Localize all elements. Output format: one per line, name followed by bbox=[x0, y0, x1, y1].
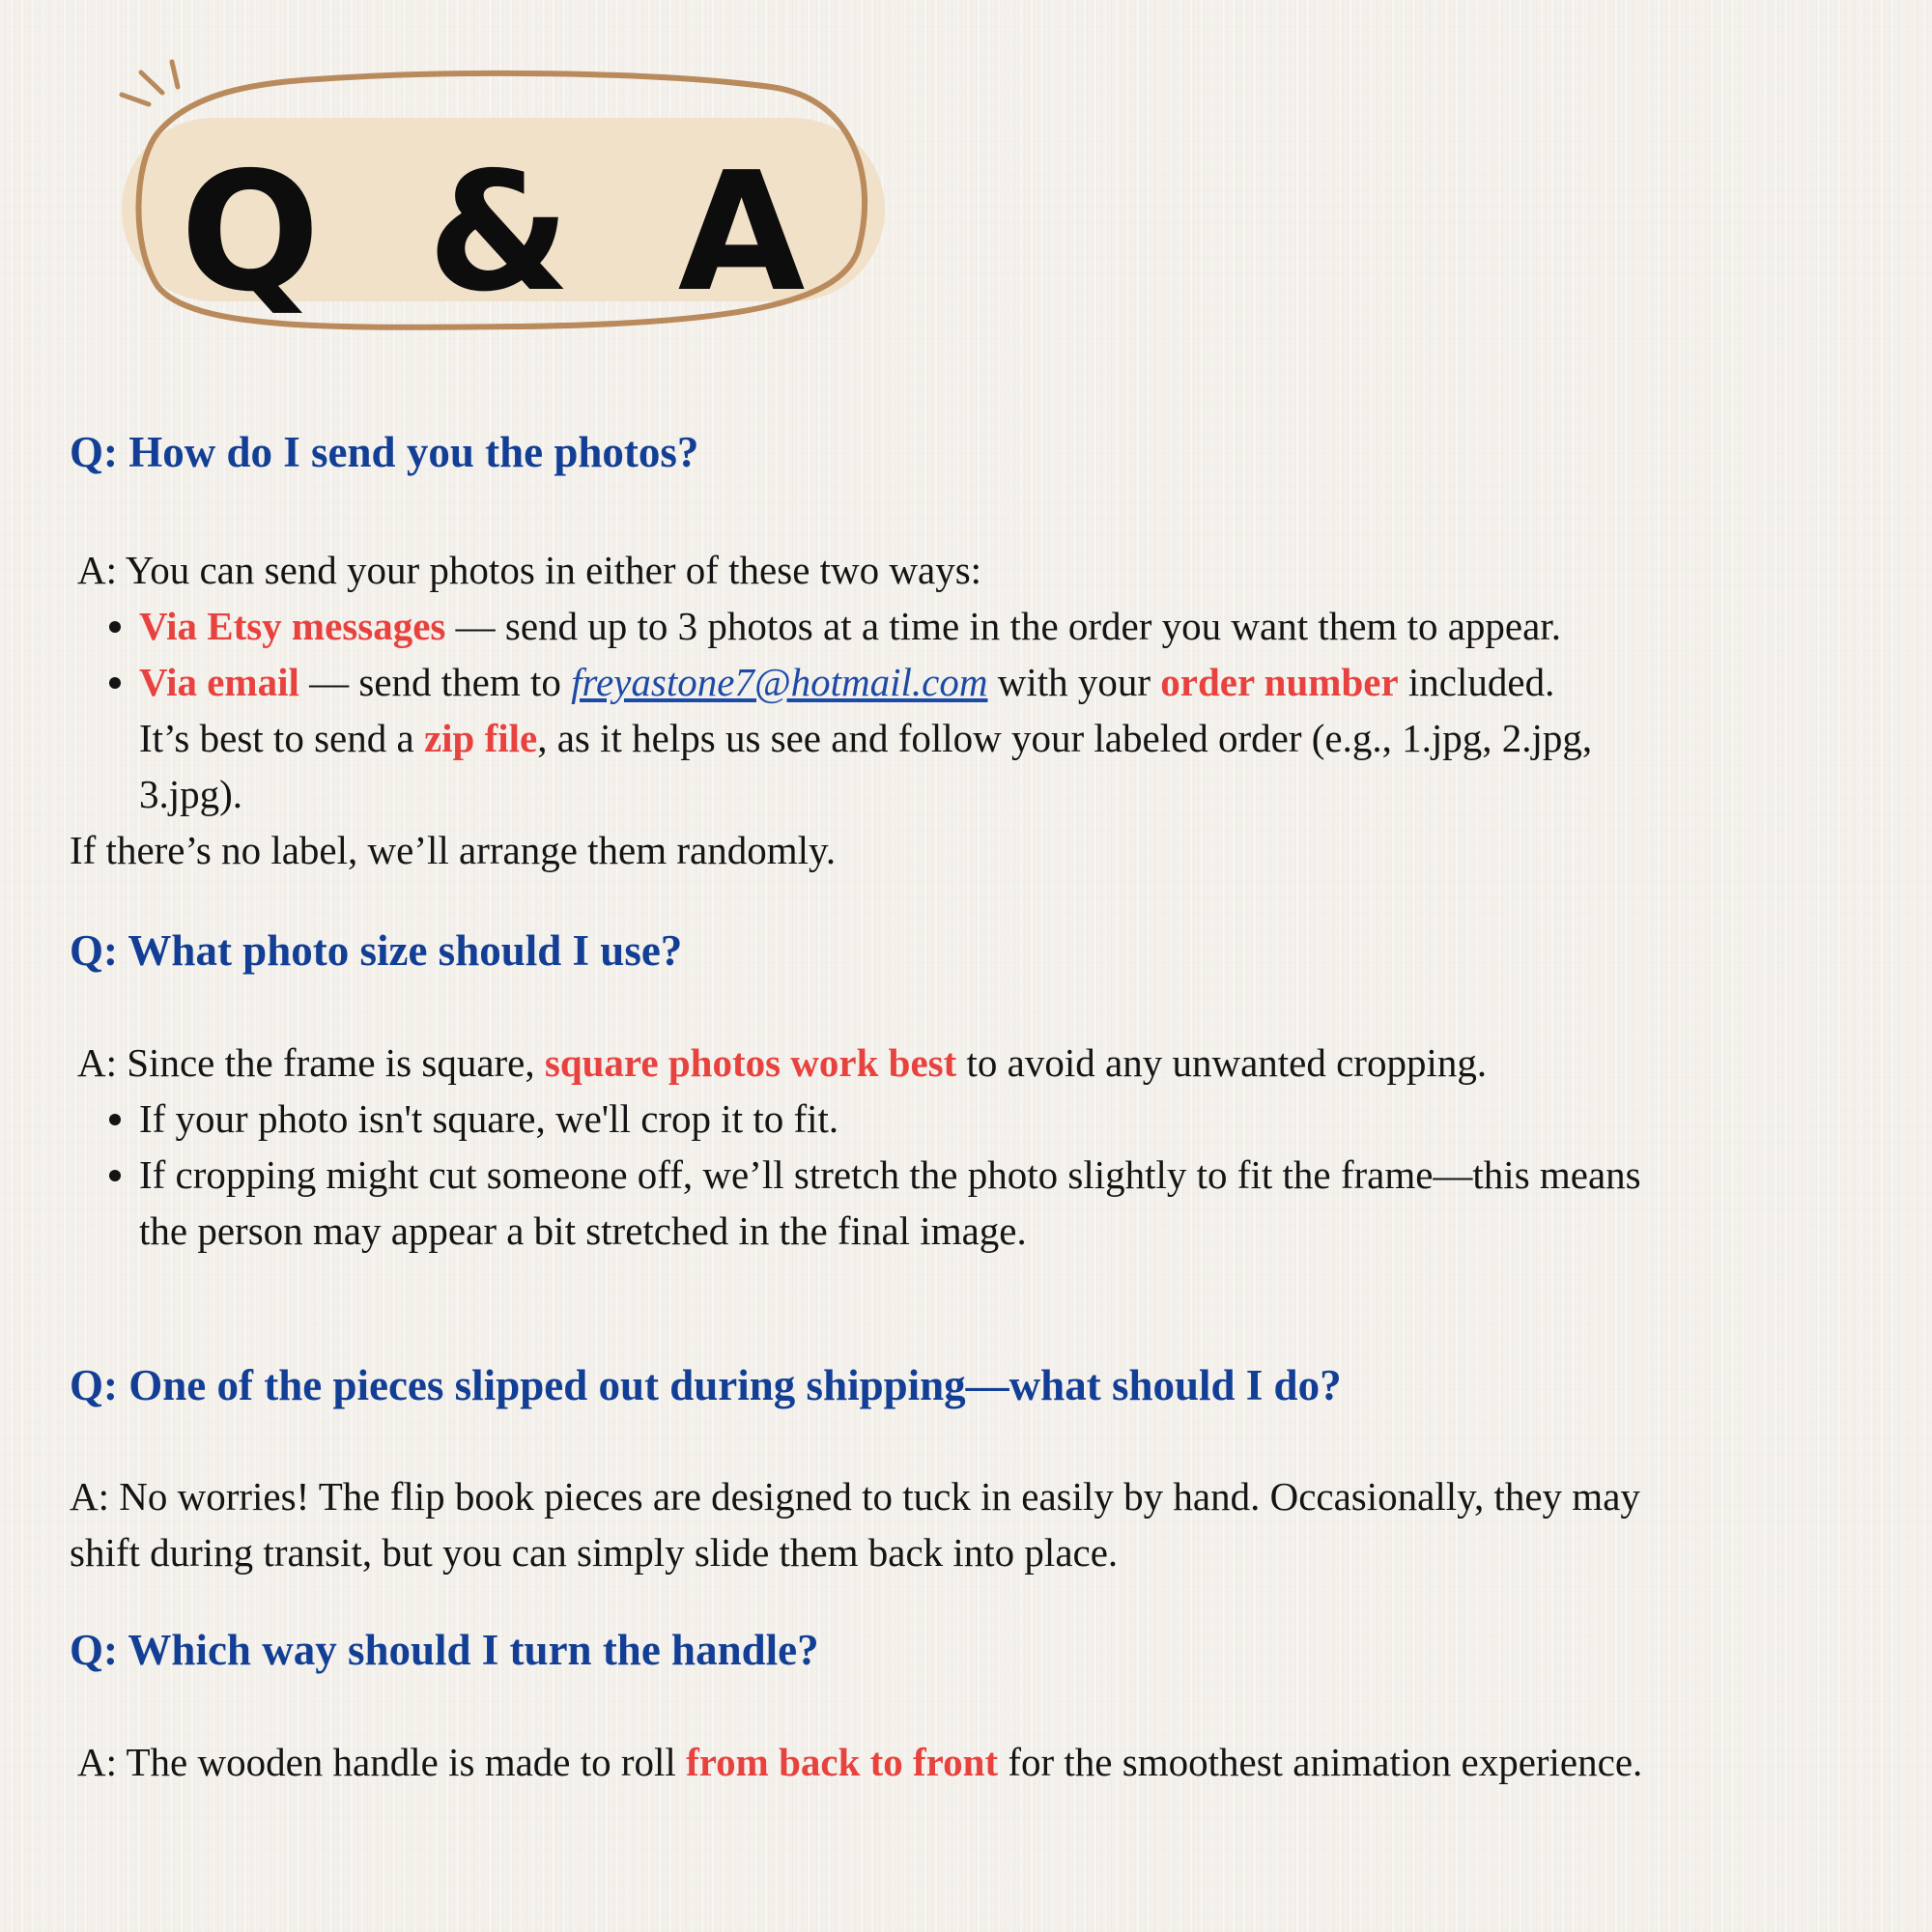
faq1-zip-line-end: 3.jpg). bbox=[139, 772, 243, 816]
bullet-icon bbox=[109, 677, 121, 689]
faq1-bullet-etsy bbox=[139, 598, 1561, 654]
faq2-bullet-crop: If your photo isn't square, we'll crop it to fit. bbox=[139, 1096, 839, 1141]
bullet-icon bbox=[109, 621, 121, 633]
faq2-intro bbox=[77, 1035, 1487, 1091]
email-text-end: included. bbox=[1398, 660, 1555, 704]
faq3-answer-line1: A: No worries! The flip book pieces are designed to tuck in easily by hand. Occasionally, they may bbox=[70, 1474, 1640, 1519]
faq3-question: Q: One of the pieces slipped out during shipping—what should I do? bbox=[70, 1361, 1342, 1409]
faq2-bullet-stretch: If cropping might cut someone off, we’ll stretch the photo slightly to fit the frame—this means bbox=[139, 1152, 1641, 1197]
size-text-pre: A: Since the frame is square, bbox=[77, 1040, 545, 1085]
faq1-question: Q: How do I send you the photos? bbox=[70, 428, 699, 476]
size-text-rest: to avoid any unwanted cropping. bbox=[956, 1040, 1488, 1085]
bullet-icon bbox=[109, 1170, 121, 1181]
faq1-outro: If there’s no label, we’ll arrange them randomly. bbox=[70, 828, 837, 872]
zip-text-rest: , as it helps us see and follow your labeled order (e.g., 1.jpg, 2.jpg, bbox=[537, 716, 1593, 760]
email-text-pre: — send them to bbox=[298, 660, 572, 704]
faq1-bullet-email bbox=[139, 654, 1554, 710]
faq4-answer bbox=[77, 1734, 1642, 1790]
page-title: Q & A bbox=[180, 137, 831, 328]
handle-text-pre: A: The wooden handle is made to roll bbox=[77, 1740, 687, 1784]
faq3-answer-line2: shift during transit, but you can simply slide them back into place. bbox=[70, 1530, 1119, 1575]
email-highlight: Via email bbox=[139, 660, 299, 704]
email-link[interactable]: freyastone7@hotmail.com bbox=[571, 660, 988, 704]
direction-highlight: from back to front bbox=[686, 1740, 999, 1784]
email-text-mid: with your bbox=[987, 660, 1161, 704]
etsy-highlight: Via Etsy messages bbox=[139, 604, 446, 648]
etsy-text: — send up to 3 photos at a time in the order you want them to appear. bbox=[445, 604, 1561, 648]
faq2-bullet-stretch-cont: the person may appear a bit stretched in the final image. bbox=[139, 1208, 1027, 1253]
faq1-intro: A: You can send your photos in either of these two ways: bbox=[77, 548, 982, 592]
title-badge bbox=[114, 58, 887, 348]
handle-text-rest: for the smoothest animation experience. bbox=[998, 1740, 1643, 1784]
zip-highlight: zip file bbox=[423, 716, 538, 760]
faq1-zip-line bbox=[139, 710, 1592, 766]
faq2-question: Q: What photo size should I use? bbox=[70, 926, 683, 975]
bullet-icon bbox=[109, 1114, 121, 1125]
zip-text-pre: It’s best to send a bbox=[139, 716, 424, 760]
order-number-highlight: order number bbox=[1160, 660, 1399, 704]
faq4-question: Q: Which way should I turn the handle? bbox=[70, 1626, 819, 1674]
square-highlight: square photos work best bbox=[544, 1040, 957, 1085]
